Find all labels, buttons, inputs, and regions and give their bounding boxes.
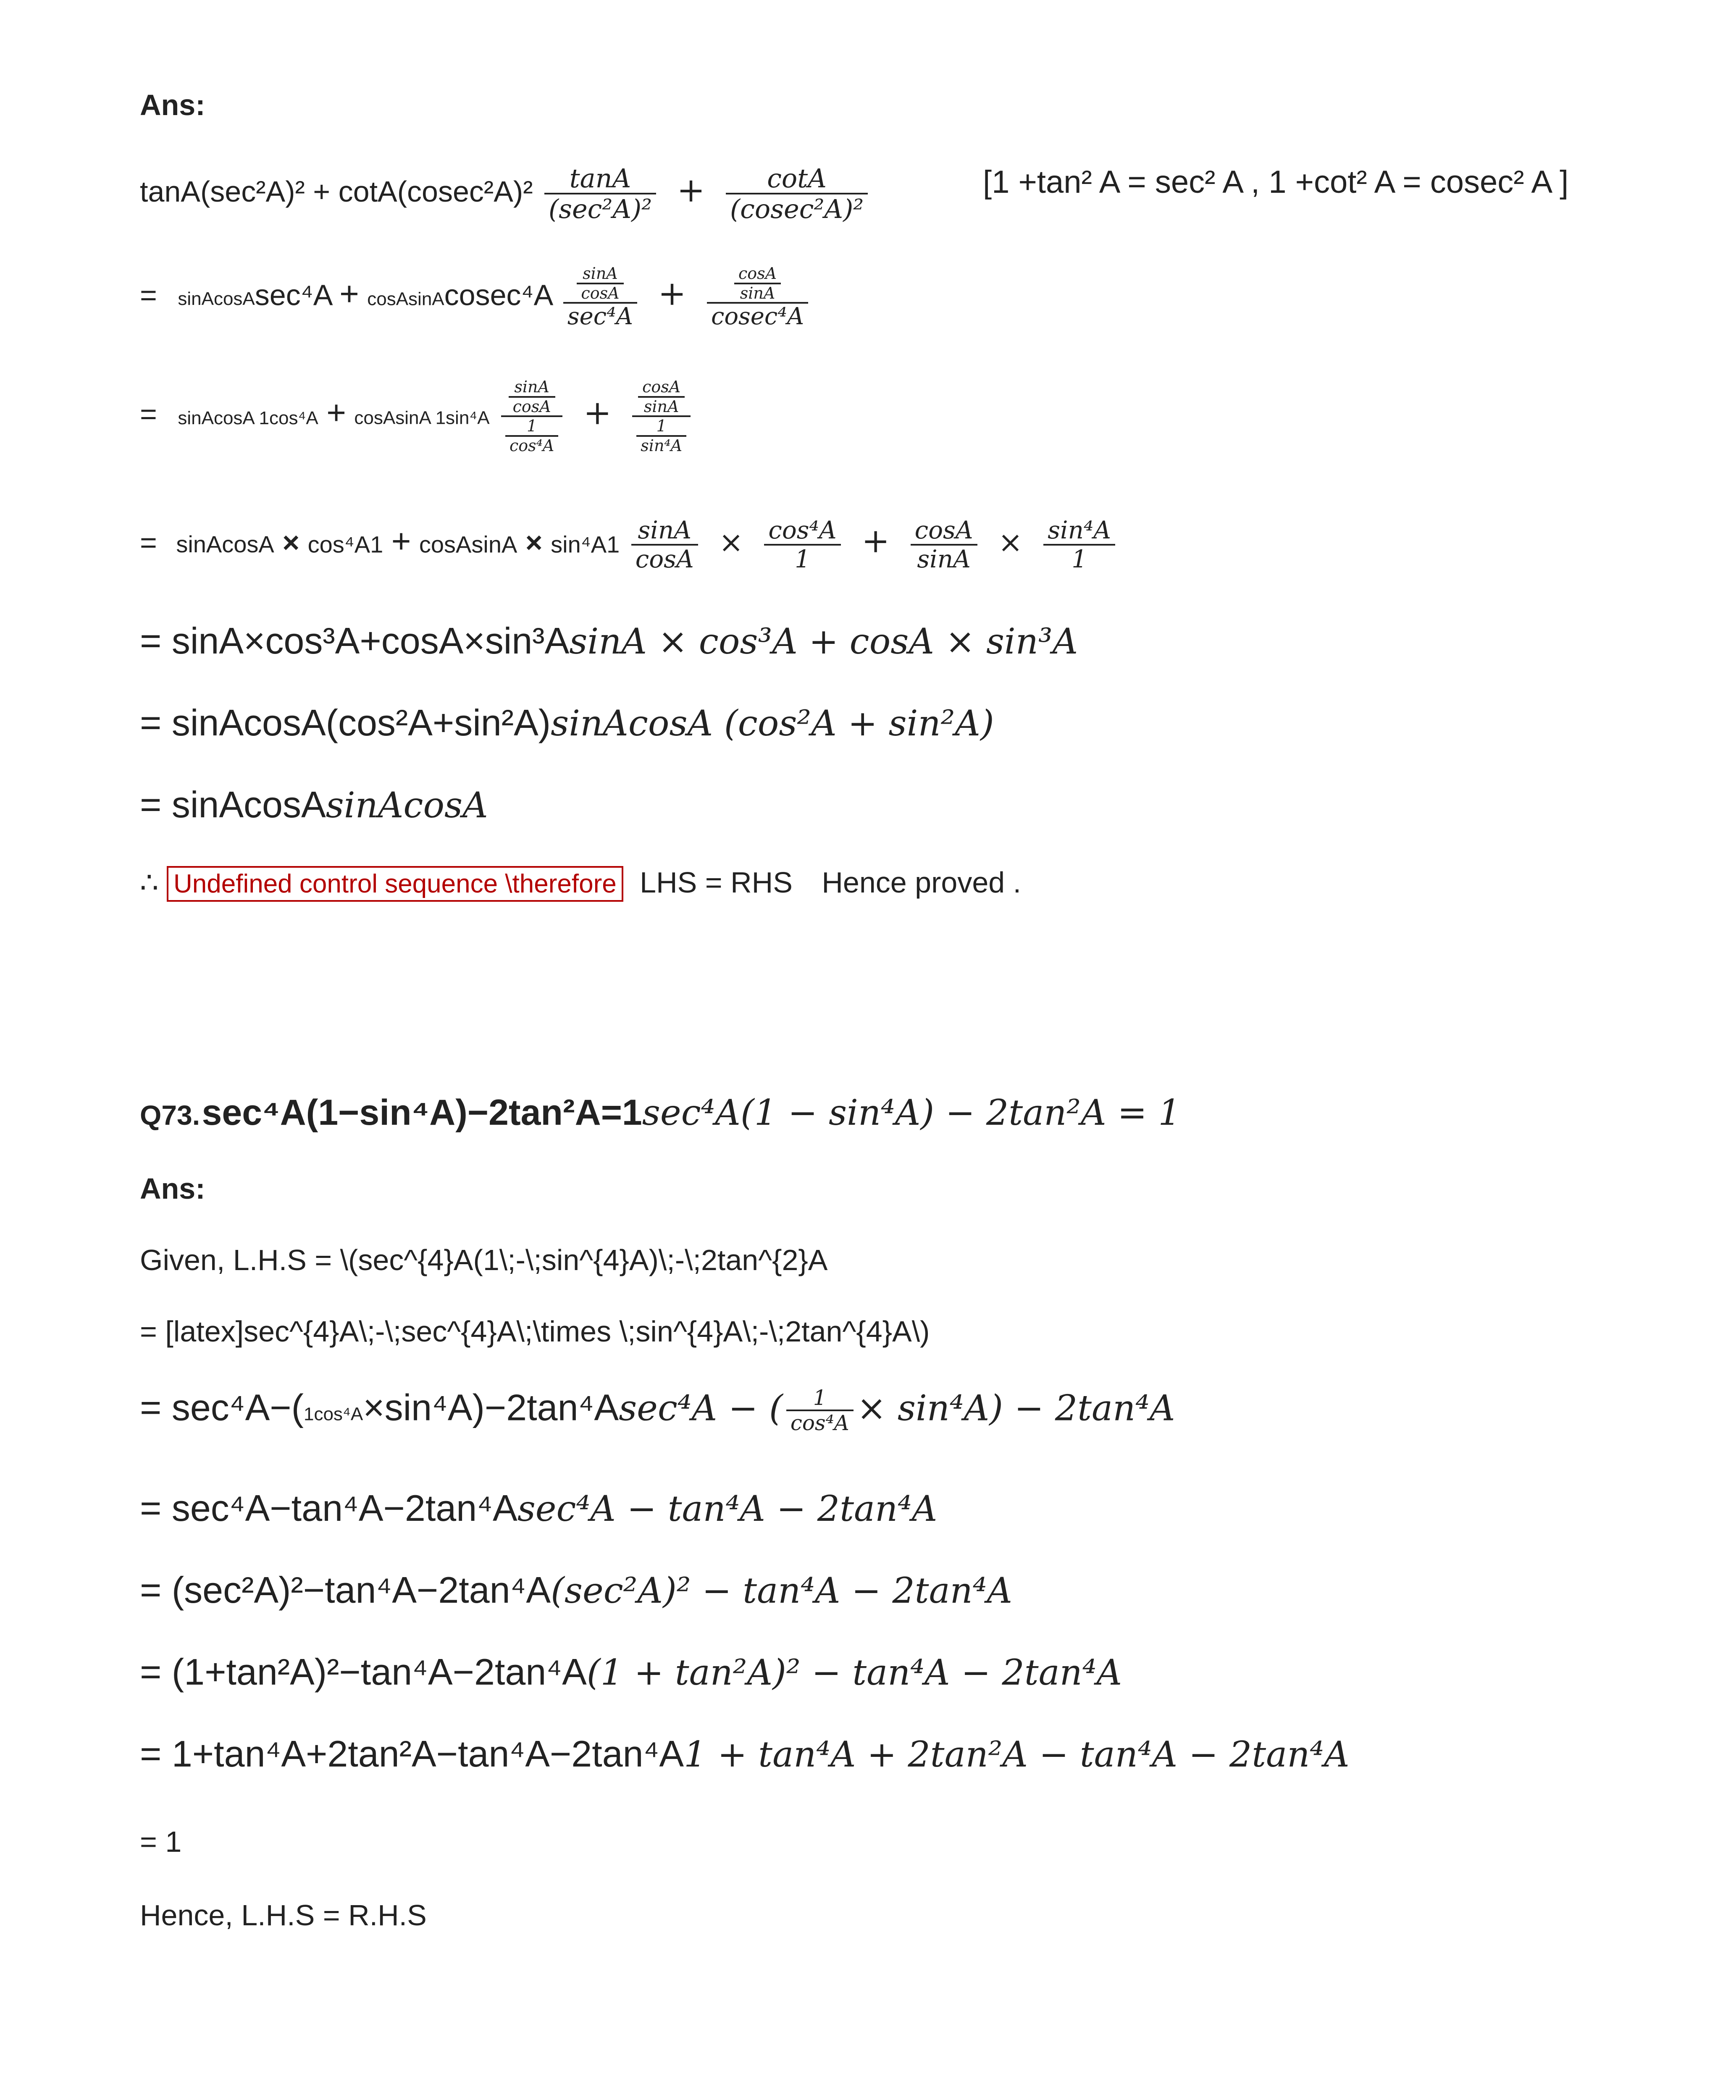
step-line-3: = sinAcosA 1cos⁴A + cosAsinA 1sin⁴A $\frac{\frac{\sin A}{\cos A}}{\frac{1}{\text{cos⁴A}}}$ + $\frac{\frac{\cos A}{\sin A}}{\frac{1}{\text{sin⁴A}}}$: [140, 378, 694, 454]
fraction: $\frac{\tan A}{\text{(sec²A)²}}$: [544, 164, 656, 224]
question-73-title: [140, 1092, 1181, 1134]
math-expression: sec⁴A − (: [619, 1387, 783, 1429]
compound-fraction: $\frac{\frac{\sin A}{\cos A}}{\text{sec⁴A}}$: [563, 265, 637, 330]
plus-sign: +: [326, 394, 346, 431]
equals-sign: =: [140, 397, 157, 430]
step-text: cos⁴A1: [307, 531, 383, 558]
step-line-3: [140, 1386, 1175, 1435]
step-line-8: = 1: [140, 1825, 182, 1858]
given-line: Given, L.H.S = \(sec^{4}A(1\;-\;sin^{4}A)\;-\;2tan^{2}A: [140, 1244, 828, 1276]
conclusion-text: Hence proved .: [822, 866, 1022, 899]
step-line-5: [140, 1569, 1012, 1612]
step-line-2: = sinAcosAsec⁴A + cosAsinAcosec⁴A $\frac{\frac{\sin A}{\cos A}}{\text{sec⁴A}}$ + $\frac{\frac{\cos A}{\sin A}}{\text{cosec⁴A}}$: [140, 265, 812, 330]
step-text: cosec⁴A: [444, 278, 552, 312]
step-text: sinAcosA 1cos⁴A: [178, 407, 318, 428]
compound-fraction: $\frac{\frac{\cos A}{\sin A}}{\frac{1}{\text{sin⁴A}}}$: [632, 378, 691, 454]
therefore-symbol: ∴: [140, 866, 159, 899]
step-text: = sinA×cos³A+cosA×sin³A: [140, 620, 570, 662]
math-expression: sec⁴A − tan⁴A − 2tan⁴A: [517, 1488, 938, 1529]
math-expression: 1 + tan⁴A + 2tan²A − tan⁴A − 2tan⁴A: [684, 1734, 1350, 1775]
identity-note: [1 +tan² A = sec² A , 1 +cot² A = cosec² A ]: [983, 164, 1569, 200]
step-text: = sec⁴A−(: [140, 1386, 304, 1428]
step-text: sinAcosA: [178, 289, 255, 310]
step-text: = sec⁴A−tan⁴A−2tan⁴A: [140, 1487, 517, 1529]
step-text: = 1+tan⁴A+2tan²A−tan⁴A−2tan⁴A: [140, 1733, 684, 1774]
plus-sign: +: [391, 522, 411, 560]
plus-sign: +: [677, 170, 705, 210]
math-expression: sec⁴A(1 − sin⁴A) − 2tan²A = 1: [642, 1092, 1181, 1133]
fraction: $\frac{\cos A}{\sin A}$: [911, 517, 977, 573]
step-line-6: [140, 701, 994, 744]
step-text: = sinAcosA: [140, 784, 326, 825]
math-expression: sinAcosA (cos²A + sin²A): [551, 703, 994, 744]
fraction: $\frac{\cot A}{\text{(cosec²A)²}}$: [726, 164, 868, 224]
times-sign: ×: [525, 526, 543, 559]
step-text: cosAsinA: [367, 289, 444, 310]
latex-source-line: = [latex]sec^{4}A\;-\;sec^{4}A\;\times \;sin^{4}A\;-\;2tan^{4}A\): [140, 1315, 930, 1348]
fraction: $\frac{\text{sin⁴A}}{1}$: [1043, 517, 1115, 573]
step-text: tanA(sec²A)² + cotA(cosec²A)²: [140, 175, 533, 208]
compound-fraction: $\frac{\frac{\cos A}{\sin A}}{\text{cosec⁴A}}$: [707, 265, 808, 330]
equals-sign: =: [140, 526, 157, 559]
question-number: Q73.: [140, 1100, 200, 1131]
step-text: sinAcosA: [176, 531, 274, 558]
times-sign: ×: [282, 526, 300, 559]
step-line-7: [140, 783, 488, 826]
answer-label: Ans:: [140, 1172, 205, 1205]
step-text: ×sin⁴A)−2tan⁴A: [363, 1386, 619, 1428]
step-text: sec⁴A: [255, 278, 331, 312]
plus-sign: +: [339, 275, 359, 312]
step-line-1: [140, 164, 871, 224]
question-text: sec⁴A(1−sin⁴A)−2tan²A=1: [202, 1092, 642, 1133]
step-text: = (sec²A)²−tan⁴A−2tan⁴A: [140, 1569, 551, 1611]
step-line-5: [140, 620, 1078, 662]
step-line-4: = sinAcosA × cos⁴A1 + cosAsinA × sin⁴A1 $\frac{\sin A}{\cos A}$ × $\frac{\text{cos⁴A}}{1}$ + $\frac{\cos A}{\sin A}$ × $\frac{\text{sin⁴A}}{1}$: [140, 517, 1119, 573]
conclusion-line: Hence, L.H.S = R.H.S: [140, 1899, 427, 1932]
conclusion-text: LHS = RHS: [640, 866, 793, 899]
math-expression: sinAcosA: [326, 785, 488, 826]
math-expression: (1 + tan²A)² − tan⁴A − 2tan⁴A: [586, 1652, 1122, 1693]
math-expression: sinA × cos³A + cosA × sin³A: [569, 621, 1078, 662]
step-text: cosAsinA 1sin⁴A: [354, 407, 490, 428]
step-line-6: [140, 1651, 1122, 1693]
fraction: $\frac{\text{cos⁴A}}{1}$: [764, 517, 840, 573]
step-text: cosAsinA: [419, 531, 517, 558]
step-text: = sinAcosA(cos²A+sin²A): [140, 702, 551, 743]
compound-fraction: $\frac{\frac{\sin A}{\cos A}}{\frac{1}{\text{cos⁴A}}}$: [501, 378, 562, 454]
step-text: 1cos⁴A: [303, 1404, 363, 1425]
fraction: $\frac{\sin A}{\cos A}$: [631, 517, 698, 573]
step-line-4: [140, 1487, 937, 1530]
math-expression: (sec²A)² − tan⁴A − 2tan⁴A: [551, 1570, 1013, 1611]
equals-sign: =: [140, 278, 157, 312]
step-line-7: [140, 1732, 1350, 1775]
answer-label: Ans:: [140, 89, 205, 121]
conclusion-line: [140, 865, 1021, 900]
math-expression: × sin⁴A) − 2tan⁴A: [856, 1387, 1175, 1429]
step-text: = (1+tan²A)²−tan⁴A−2tan⁴A: [140, 1651, 587, 1693]
fraction: $\frac{1}{\text{cos⁴A}}$: [786, 1386, 854, 1435]
step-text: sin⁴A1: [551, 531, 620, 558]
latex-error-box: Undefined control sequence \therefore: [167, 866, 623, 902]
